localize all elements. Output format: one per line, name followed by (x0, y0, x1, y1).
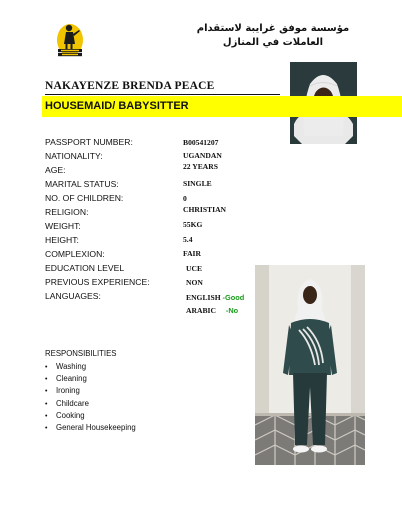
candidate-position: HOUSEMAID/ BABYSITTER (45, 100, 189, 112)
children-value: 0 (183, 194, 187, 203)
passport-number-label: PASSPORT NUMBER: (45, 137, 133, 147)
company-arabic-title: مؤسسة موفق غرايبة لاستقدام العاملات في المنازل (196, 23, 350, 48)
marital-status-value: SINGLE (183, 179, 212, 188)
complexion-value: FAIR (183, 249, 201, 258)
language-english-level: -Good (222, 293, 245, 302)
nationality-label: NATIONALITY: (45, 151, 103, 161)
name-underline (45, 94, 280, 95)
experience-label: PREVIOUS EXPERIENCE: (45, 277, 150, 287)
language-arabic (186, 306, 238, 315)
marital-status-label: MARITAL STATUS: (45, 179, 119, 189)
religion-value: CHRISTIAN (183, 205, 227, 214)
responsibilities-heading: RESPONSIBILITIES (45, 349, 117, 358)
age-label: AGE: (45, 165, 66, 175)
education-label: EDUCATION LEVEL (45, 263, 125, 273)
list-item: • General Housekeeping (45, 422, 136, 434)
nationality-value: UGANDAN (183, 151, 222, 160)
weight-value: 55KG (183, 220, 203, 229)
education-value: UCE (186, 264, 203, 273)
candidate-full-body-photo (255, 265, 365, 465)
language-english-name: ENGLISH (186, 293, 221, 302)
complexion-label: COMPLEXION: (45, 249, 105, 259)
height-value: 5.4 (183, 235, 193, 244)
responsibilities-list (45, 361, 136, 434)
passport-number-value: B00541207 (183, 138, 219, 147)
list-item: • Cooking (45, 410, 136, 422)
experience-value: NON (186, 278, 203, 287)
children-label: NO. OF CHILDREN: (45, 193, 124, 203)
language-arabic-name: ARABIC (186, 306, 216, 315)
weight-label: WEIGHT: (45, 221, 81, 231)
languages-label: LANGUAGES: (45, 291, 101, 301)
language-english (186, 293, 244, 302)
candidate-name: NAKAYENZE BRENDA PEACE (45, 80, 215, 92)
height-label: HEIGHT: (45, 235, 79, 245)
list-item: • Ironing (45, 385, 136, 397)
list-item: • Cleaning (45, 373, 136, 385)
language-arabic-level: -No (225, 306, 239, 315)
company-logo (55, 20, 85, 58)
age-value: 22 YEARS (183, 162, 218, 171)
list-item: • Childcare (45, 398, 136, 410)
religion-label: RELIGION: (45, 207, 89, 217)
list-item: • Washing (45, 361, 136, 373)
maid-figure-icon (55, 20, 85, 58)
